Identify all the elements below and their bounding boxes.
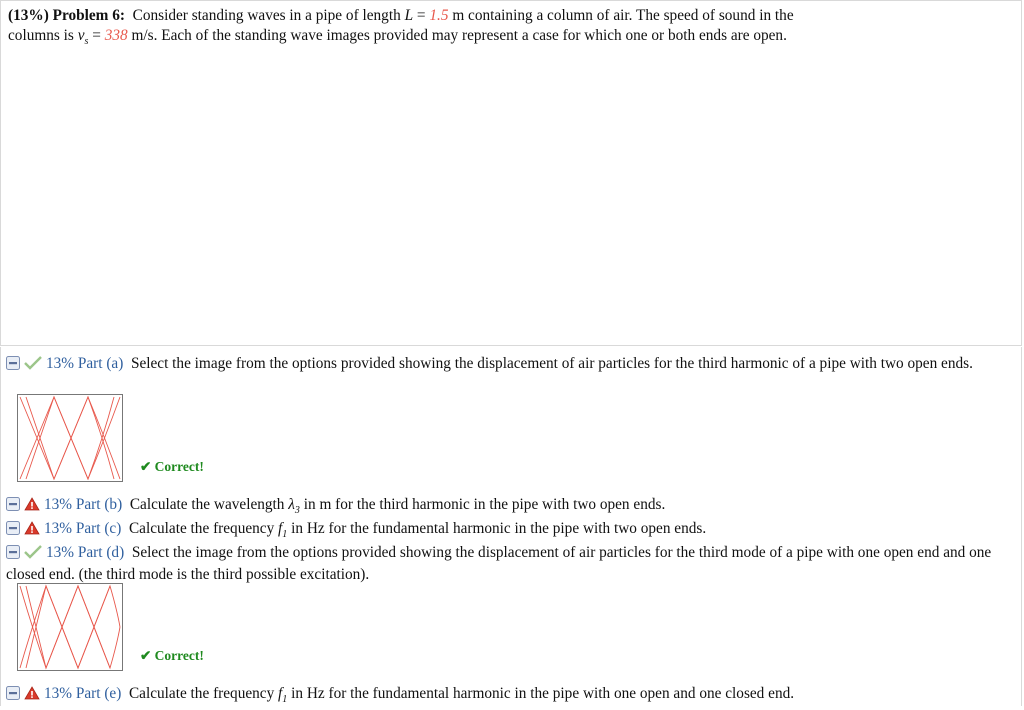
problem-statement: [8, 6, 1013, 52]
problem-text-3: m/s. Each of the standing wave images provided may represent a case for which one or both ends are open.: [131, 27, 787, 44]
length-unit-text: m containing a column of air. The speed of sound in the: [452, 7, 794, 24]
part-d: [6, 543, 1016, 585]
collapse-icon[interactable]: [6, 686, 20, 706]
part-d-selected-image[interactable]: [17, 583, 123, 671]
speed-var: $v_s$: [77, 27, 89, 48]
part-e-post: in Hz for the fundamental harmonic in the pipe with one open and one closed end.: [291, 685, 795, 702]
collapse-icon[interactable]: [6, 356, 20, 376]
part-e-heading[interactable]: 13% Part (e): [44, 685, 122, 702]
part-c-heading[interactable]: 13% Part (c): [44, 520, 122, 537]
problem-text-2: columns is: [8, 27, 74, 44]
part-b-heading[interactable]: 13% Part (b): [44, 496, 123, 513]
warning-icon: [24, 686, 40, 706]
collapse-icon[interactable]: [6, 545, 20, 565]
check-icon: [24, 356, 42, 376]
part-d-text: Select the image from the options provided showing the displacement of air particles for the third mode of a pipe with one open end and one closed end. (the third mode is the third possible excitation).: [6, 544, 992, 583]
part-c: [6, 519, 1016, 545]
warning-icon: [24, 497, 40, 517]
check-icon: [24, 545, 42, 565]
part-b-pre: Calculate the wavelength: [129, 496, 285, 513]
collapse-icon[interactable]: [6, 521, 20, 541]
part-a: [6, 354, 1016, 376]
problem-text-1: Consider standing waves in a pipe of length: [132, 7, 401, 24]
part-b-post: in m for the third harmonic in the pipe with two open ends.: [303, 496, 666, 513]
frequency-symbol: $f_1$: [278, 520, 288, 541]
part-d-correct-label: ✔ Correct!: [140, 648, 204, 663]
collapse-icon[interactable]: [6, 497, 20, 517]
part-a-correct-label: ✔ Correct!: [140, 459, 204, 474]
part-a-text: Select the image from the options provided showing the displacement of air particles for the third harmonic of a pipe with two open ends.: [130, 355, 973, 372]
problem-percent: (13%): [8, 7, 49, 24]
part-d-heading[interactable]: 13% Part (d): [46, 544, 125, 561]
speed-value: 338: [104, 27, 128, 44]
part-e-pre: Calculate the frequency: [128, 685, 275, 702]
length-value: 1.5: [429, 7, 449, 24]
length-var: L: [404, 7, 414, 24]
part-a-selected-image[interactable]: [17, 394, 123, 482]
equals-sign: =: [416, 7, 426, 24]
part-c-pre: Calculate the frequency: [128, 520, 275, 537]
equals-sign-2: =: [92, 27, 101, 44]
part-b: [6, 495, 1016, 521]
wavelength-symbol: $\lambda_3$: [288, 496, 300, 517]
part-e: [6, 684, 1016, 710]
warning-icon: [24, 521, 40, 541]
frequency-symbol: $f_1$: [278, 685, 288, 706]
problem-label: Problem 6:: [52, 7, 125, 24]
part-a-heading[interactable]: 13% Part (a): [46, 355, 124, 372]
parts-list: [0, 347, 1022, 706]
problem-panel: [0, 0, 1022, 346]
part-c-post: in Hz for the fundamental harmonic in the pipe with two open ends.: [291, 520, 707, 537]
